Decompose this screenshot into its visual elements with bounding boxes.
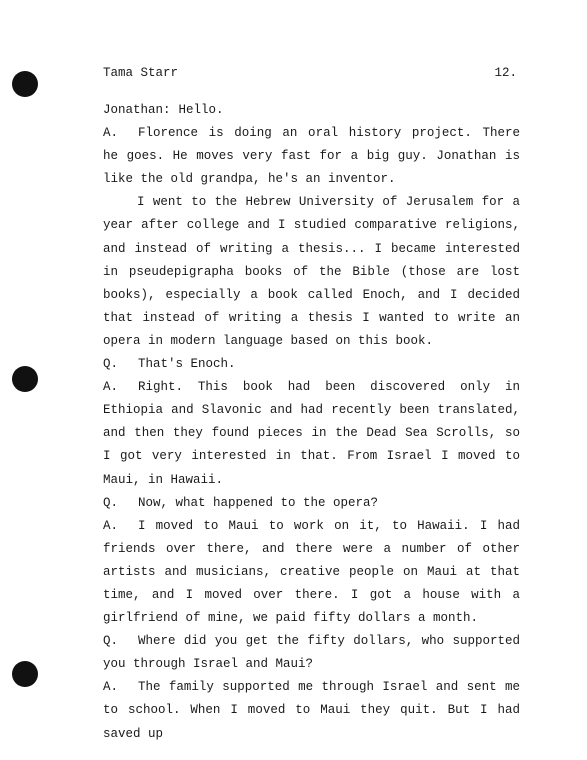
- speaker-label: Q.: [103, 495, 119, 510]
- speaker-label: A.: [103, 126, 119, 141]
- transcript-paragraph: [103, 515, 520, 630]
- binder-hole-bottom: [12, 661, 38, 687]
- paragraph-text: Florence is doing an oral history project. There he goes. He moves very fast for a big guy. Jonathan is like the old grandpa, he's an inventor.: [103, 126, 520, 187]
- paragraph-text: That's Enoch.: [138, 357, 236, 372]
- transcript-paragraph: [103, 630, 520, 676]
- speaker-label: A.: [103, 518, 119, 533]
- transcript-paragraph: [103, 99, 520, 122]
- speaker-label: A.: [103, 380, 119, 395]
- binder-hole-middle: [12, 366, 38, 392]
- paragraph-text: Right. This book had been discovered only in Ethiopia and Slavonic and had recently been translated, and then they found pieces in the Dead Sea Scrolls, so I got very interested in that. From Israel I moved to Maui, in Hawaii.: [103, 380, 520, 487]
- transcript-paragraph: [103, 676, 520, 745]
- transcript-body: [103, 99, 520, 746]
- paragraph-text: I moved to Maui to work on it, to Hawaii. I had friends over there, and there were a number of other artists and musicians, creative people on Maui at that time, and I moved over there. I got a house with a girlfriend of mine, we paid fifty dollars a month.: [103, 518, 520, 626]
- transcript-paragraph: [103, 191, 520, 353]
- interviewee-name: Tama Starr: [103, 66, 179, 80]
- speaker-label: Q.: [103, 357, 119, 372]
- transcript-paragraph: [103, 353, 520, 376]
- page-number: 12.: [494, 66, 517, 80]
- transcript-paragraph: [103, 122, 520, 191]
- paragraph-text: The family supported me through Israel and sent me to school. When I moved to Maui they quit. But I had saved up: [103, 680, 520, 741]
- speaker-label: Q.: [103, 634, 119, 649]
- speaker-label: A.: [103, 680, 119, 695]
- speaker-label: Jonathan:: [103, 103, 171, 117]
- binder-hole-top: [12, 71, 38, 97]
- paragraph-text: Now, what happened to the opera?: [138, 495, 379, 510]
- paragraph-text: Where did you get the fifty dollars, who supported you through Israel and Maui?: [103, 634, 520, 672]
- paragraph-text: I went to the Hebrew University of Jerusalem for a year after college and I studied comparative religions, and instead of writing a thesis... I became interested in pseudepigrapha books of the Bible (those are lost books), especially a book called Enoch, and I decided that instead of writing a thesis I wanted to write an opera in modern language based on this book.: [103, 195, 520, 348]
- transcript-paragraph: [103, 492, 520, 515]
- paragraph-text: Hello.: [178, 103, 224, 117]
- transcript-paragraph: [103, 376, 520, 491]
